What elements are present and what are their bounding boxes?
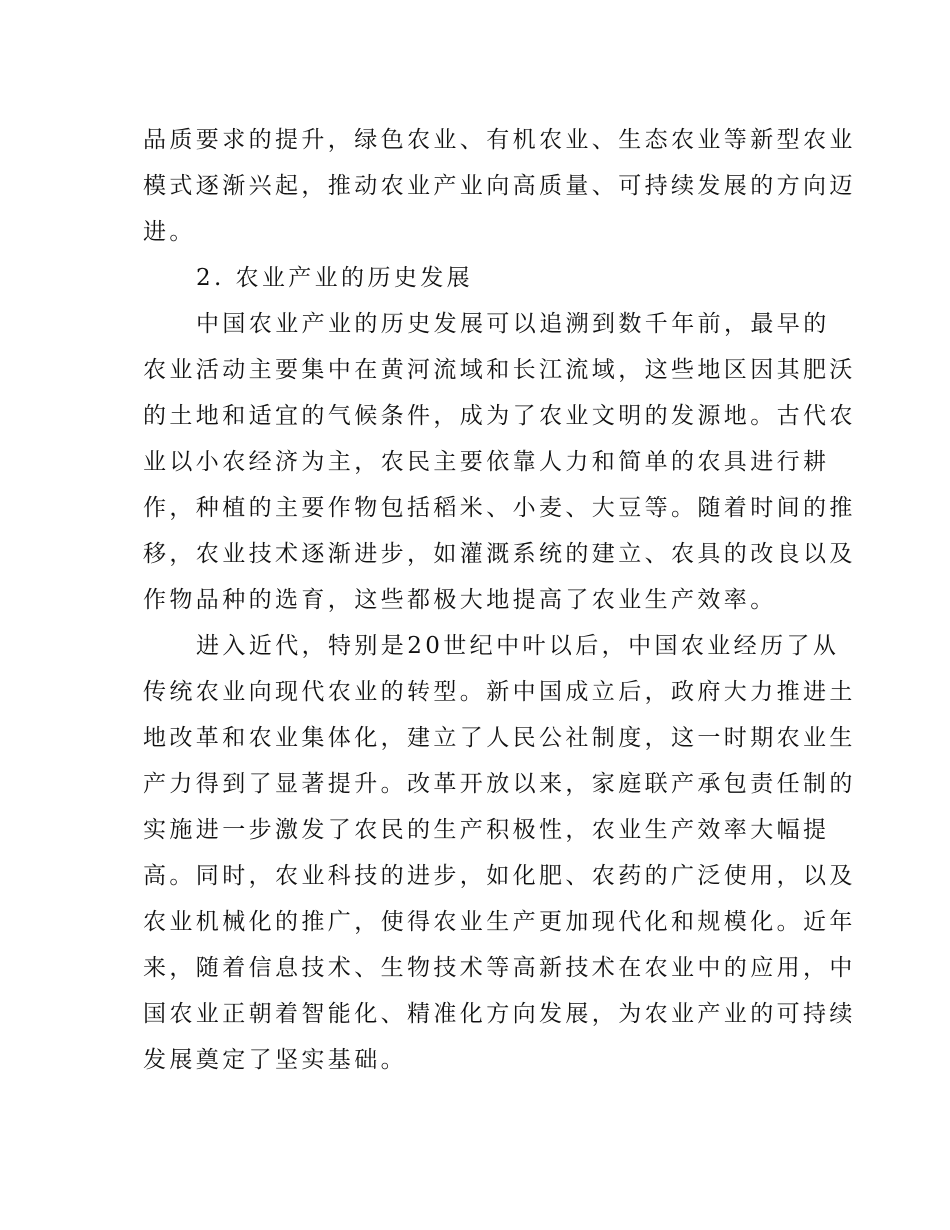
paragraph-line: 品质要求的提升，绿色农业、有机农业、生态农业等新型农业 [143,127,856,153]
paragraph-line: 产力得到了显著提升。改革开放以来，家庭联产承包责任制的 [143,771,856,797]
paragraph-line: 高。同时，农业科技的进步，如化肥、农药的广泛使用，以及 [143,863,856,889]
paragraph-line: 中国农业产业的历史发展可以追溯到数千年前，最早的 [196,311,830,337]
paragraph-line: 移，农业技术逐渐进步，如灌溉系统的建立、农具的改良以及 [143,541,856,567]
paragraph-line: 作，种植的主要作物包括稻米、小麦、大豆等。随着时间的推 [143,495,856,521]
paragraph-line: 进入近代，特别是20世纪中叶以后，中国农业经历了从 [196,633,840,659]
paragraph-line: 实施进一步激发了农民的生产积极性，农业生产效率大幅提 [143,817,830,843]
paragraph-line: 地改革和农业集体化，建立了人民公社制度，这一时期农业生 [143,725,856,751]
paragraph-line: 农业机械化的推广，使得农业生产更加现代化和规模化。近年 [143,909,856,935]
paragraph-line: 来，随着信息技术、生物技术等高新技术在农业中的应用，中 [143,955,856,981]
section-heading: 2. 农业产业的历史发展 [196,265,474,291]
paragraph-line: 模式逐渐兴起，推动农业产业向高质量、可持续发展的方向迈 [143,173,856,199]
paragraph-line: 农业活动主要集中在黄河流域和长江流域，这些地区因其肥沃 [143,357,856,383]
paragraph-line: 的土地和适宜的气候条件，成为了农业文明的发源地。古代农 [143,403,856,429]
paragraph-line: 进。 [143,219,196,245]
paragraph-line: 传统农业向现代农业的转型。新中国成立后，政府大力推进土 [143,679,856,705]
paragraph-line: 业以小农经济为主，农民主要依靠人力和简单的农具进行耕 [143,449,830,475]
paragraph-line: 国农业正朝着智能化、精准化方向发展，为农业产业的可持续 [143,1001,856,1027]
paragraph-line: 作物品种的选育，这些都极大地提高了农业生产效率。 [143,587,777,613]
paragraph-line: 发展奠定了坚实基础。 [143,1047,407,1073]
